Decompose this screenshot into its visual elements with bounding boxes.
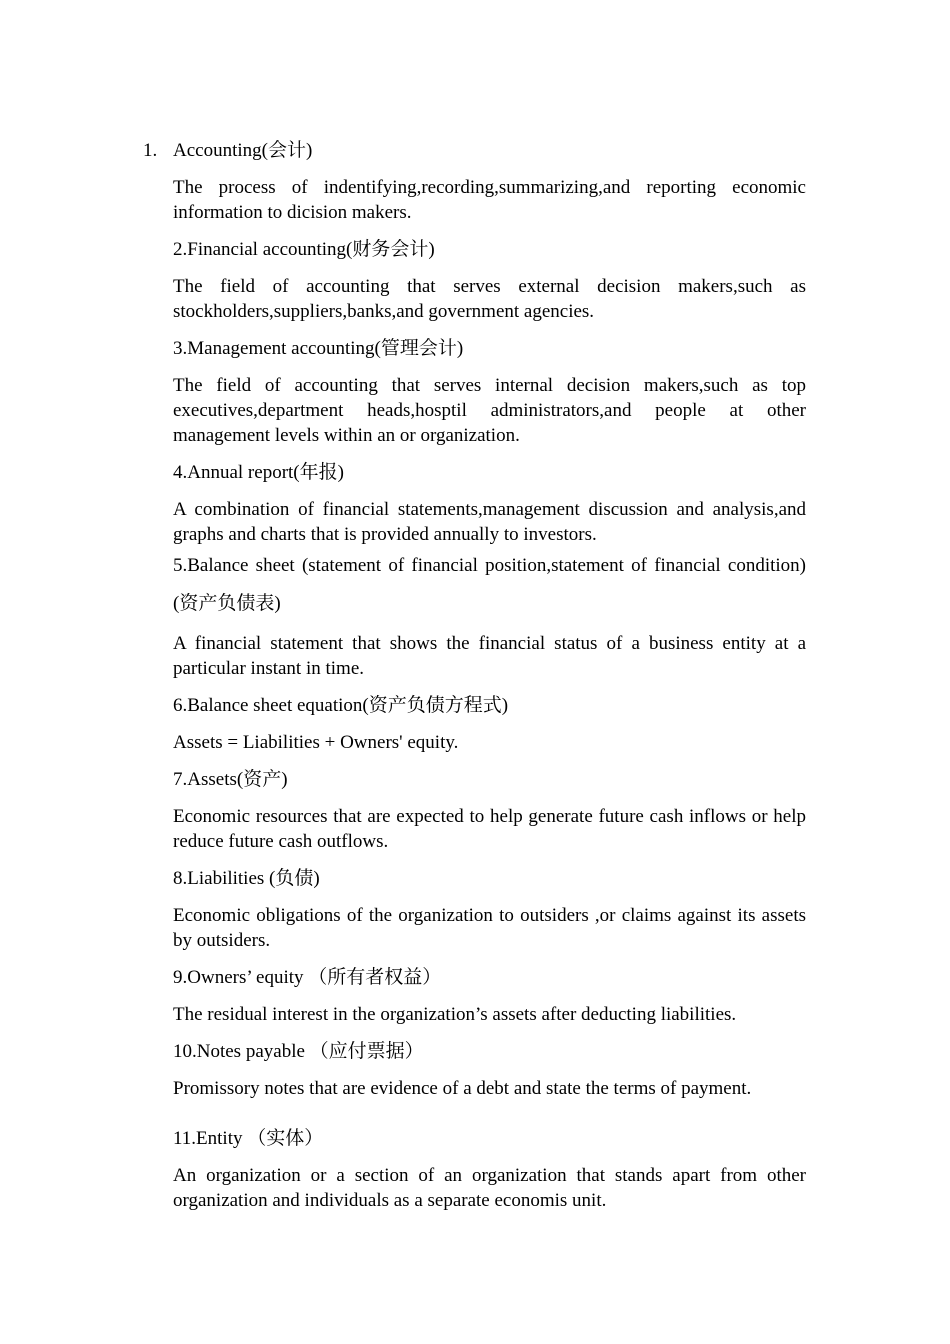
- term-balance-sheet-equation: 6.Balance sheet equation(资产负债方程式): [173, 695, 509, 716]
- term-management-accounting: 3.Management accounting(管理会计): [173, 338, 464, 359]
- term-owners-equity: 9.Owners’ equity （所有者权益）: [173, 967, 442, 988]
- definition-assets: Economic resources that are expected to help generate future cash inflows or help reduce future cash outflows.: [173, 806, 806, 852]
- definition-entity: An organization or a section of an organization that stands apart from other organization and individuals as a separate economis unit.: [173, 1165, 806, 1211]
- definition-owners-equity: The residual interest in the organization’s assets after deducting liabilities.: [173, 1004, 737, 1025]
- term-assets: 7.Assets(资产): [173, 769, 288, 790]
- term-title: Accounting(会计): [173, 140, 313, 161]
- term-financial-accounting: 2.Financial accounting(财务会计): [173, 239, 435, 260]
- term-liabilities: 8.Liabilities (负债): [173, 868, 320, 889]
- glossary-content: [143, 138, 806, 1225]
- term-balance-sheet: 5.Balance sheet (statement of financial position,statement of financial condition)(资产负债表): [173, 555, 806, 614]
- definition-balance-sheet-equation: Assets = Liabilities + Owners' equity.: [173, 732, 459, 753]
- term-accounting: [143, 138, 806, 163]
- definition-financial-accounting: The field of accounting that serves external decision makers,such as stockholders,suppliers,banks,and government agencies.: [173, 276, 806, 322]
- term-annual-report: 4.Annual report(年报): [173, 462, 344, 483]
- definition-balance-sheet: A financial statement that shows the financial status of a business entity at a particular instant in time.: [173, 633, 806, 679]
- term-notes-payable: 10.Notes payable （应付票据）: [173, 1041, 424, 1062]
- definition-annual-report: A combination of financial statements,management discussion and analysis,and graphs and charts that is provided annually to investors.: [173, 499, 806, 545]
- list-number: 1.: [143, 140, 158, 161]
- definition-accounting: The process of indentifying,recording,summarizing,and reporting economic information to dicision makers.: [173, 177, 806, 223]
- term-entity: 11.Entity （实体）: [173, 1128, 324, 1149]
- definition-management-accounting: The field of accounting that serves internal decision makers,such as top executives,department heads,hosptil administrators,and people at other management levels within an or organization.: [173, 375, 806, 446]
- definition-notes-payable: Promissory notes that are evidence of a debt and state the terms of payment.: [173, 1078, 752, 1099]
- definition-liabilities: Economic obligations of the organization to outsiders ,or claims against its assets by outsiders.: [173, 905, 806, 951]
